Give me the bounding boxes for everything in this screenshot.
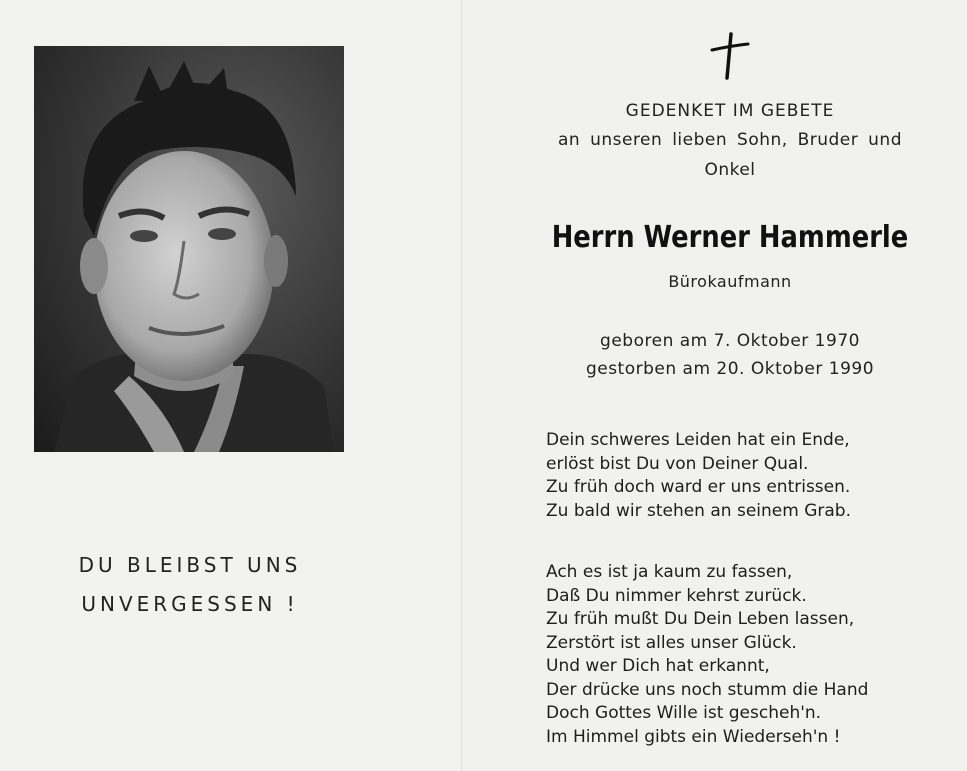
poem-line: Zu früh mußt Du Dein Leben lassen,	[546, 609, 855, 629]
poem-line: Dein schweres Leiden hat ein Ende,	[546, 430, 850, 450]
deceased-name: Herrn Werner Hammerle	[551, 220, 909, 255]
motto-line-2: UNVERGESSEN !	[81, 592, 299, 616]
poem-line: erlöst bist Du von Deiner Qual.	[546, 453, 809, 474]
poem-stanza-2	[546, 561, 868, 749]
poem-stanza-1	[546, 429, 851, 523]
poem-line: Ach es ist ja kaum zu fassen,	[546, 562, 793, 582]
poem-line: Im Himmel gibts ein Wiederseh'n !	[546, 726, 841, 747]
left-panel	[0, 0, 462, 771]
birth-date: geboren am 7. Oktober 1970	[600, 331, 860, 351]
poem-line: Doch Gottes Wille ist gescheh'n.	[546, 703, 822, 723]
cross-icon	[700, 30, 760, 80]
poem-line: Und wer Dich hat erkannt,	[546, 656, 770, 676]
poem-line: Zu bald wir stehen an seinem Grab.	[546, 500, 851, 521]
heading: GEDENKET IM GEBETE	[625, 101, 835, 121]
portrait-photo	[34, 46, 344, 452]
death-date: gestorben am 20. Oktober 1990	[585, 359, 875, 379]
poem-line: Der drücke uns noch stumm die Hand	[546, 679, 869, 700]
poem-line: Zu früh doch ward er uns entrissen.	[546, 477, 851, 497]
dedication-line-1: an unseren lieben Sohn, Bruder und	[557, 130, 902, 150]
motto-line-1: DU BLEIBST UNS	[78, 553, 302, 577]
profession: Bürokaufmann	[668, 272, 792, 291]
portrait-image	[34, 46, 344, 452]
poem-line: Zerstört ist alles unser Glück.	[546, 632, 797, 653]
dedication-line-2: Onkel	[704, 160, 756, 180]
poem-line: Daß Du nimmer kehrst zurück.	[546, 585, 807, 606]
